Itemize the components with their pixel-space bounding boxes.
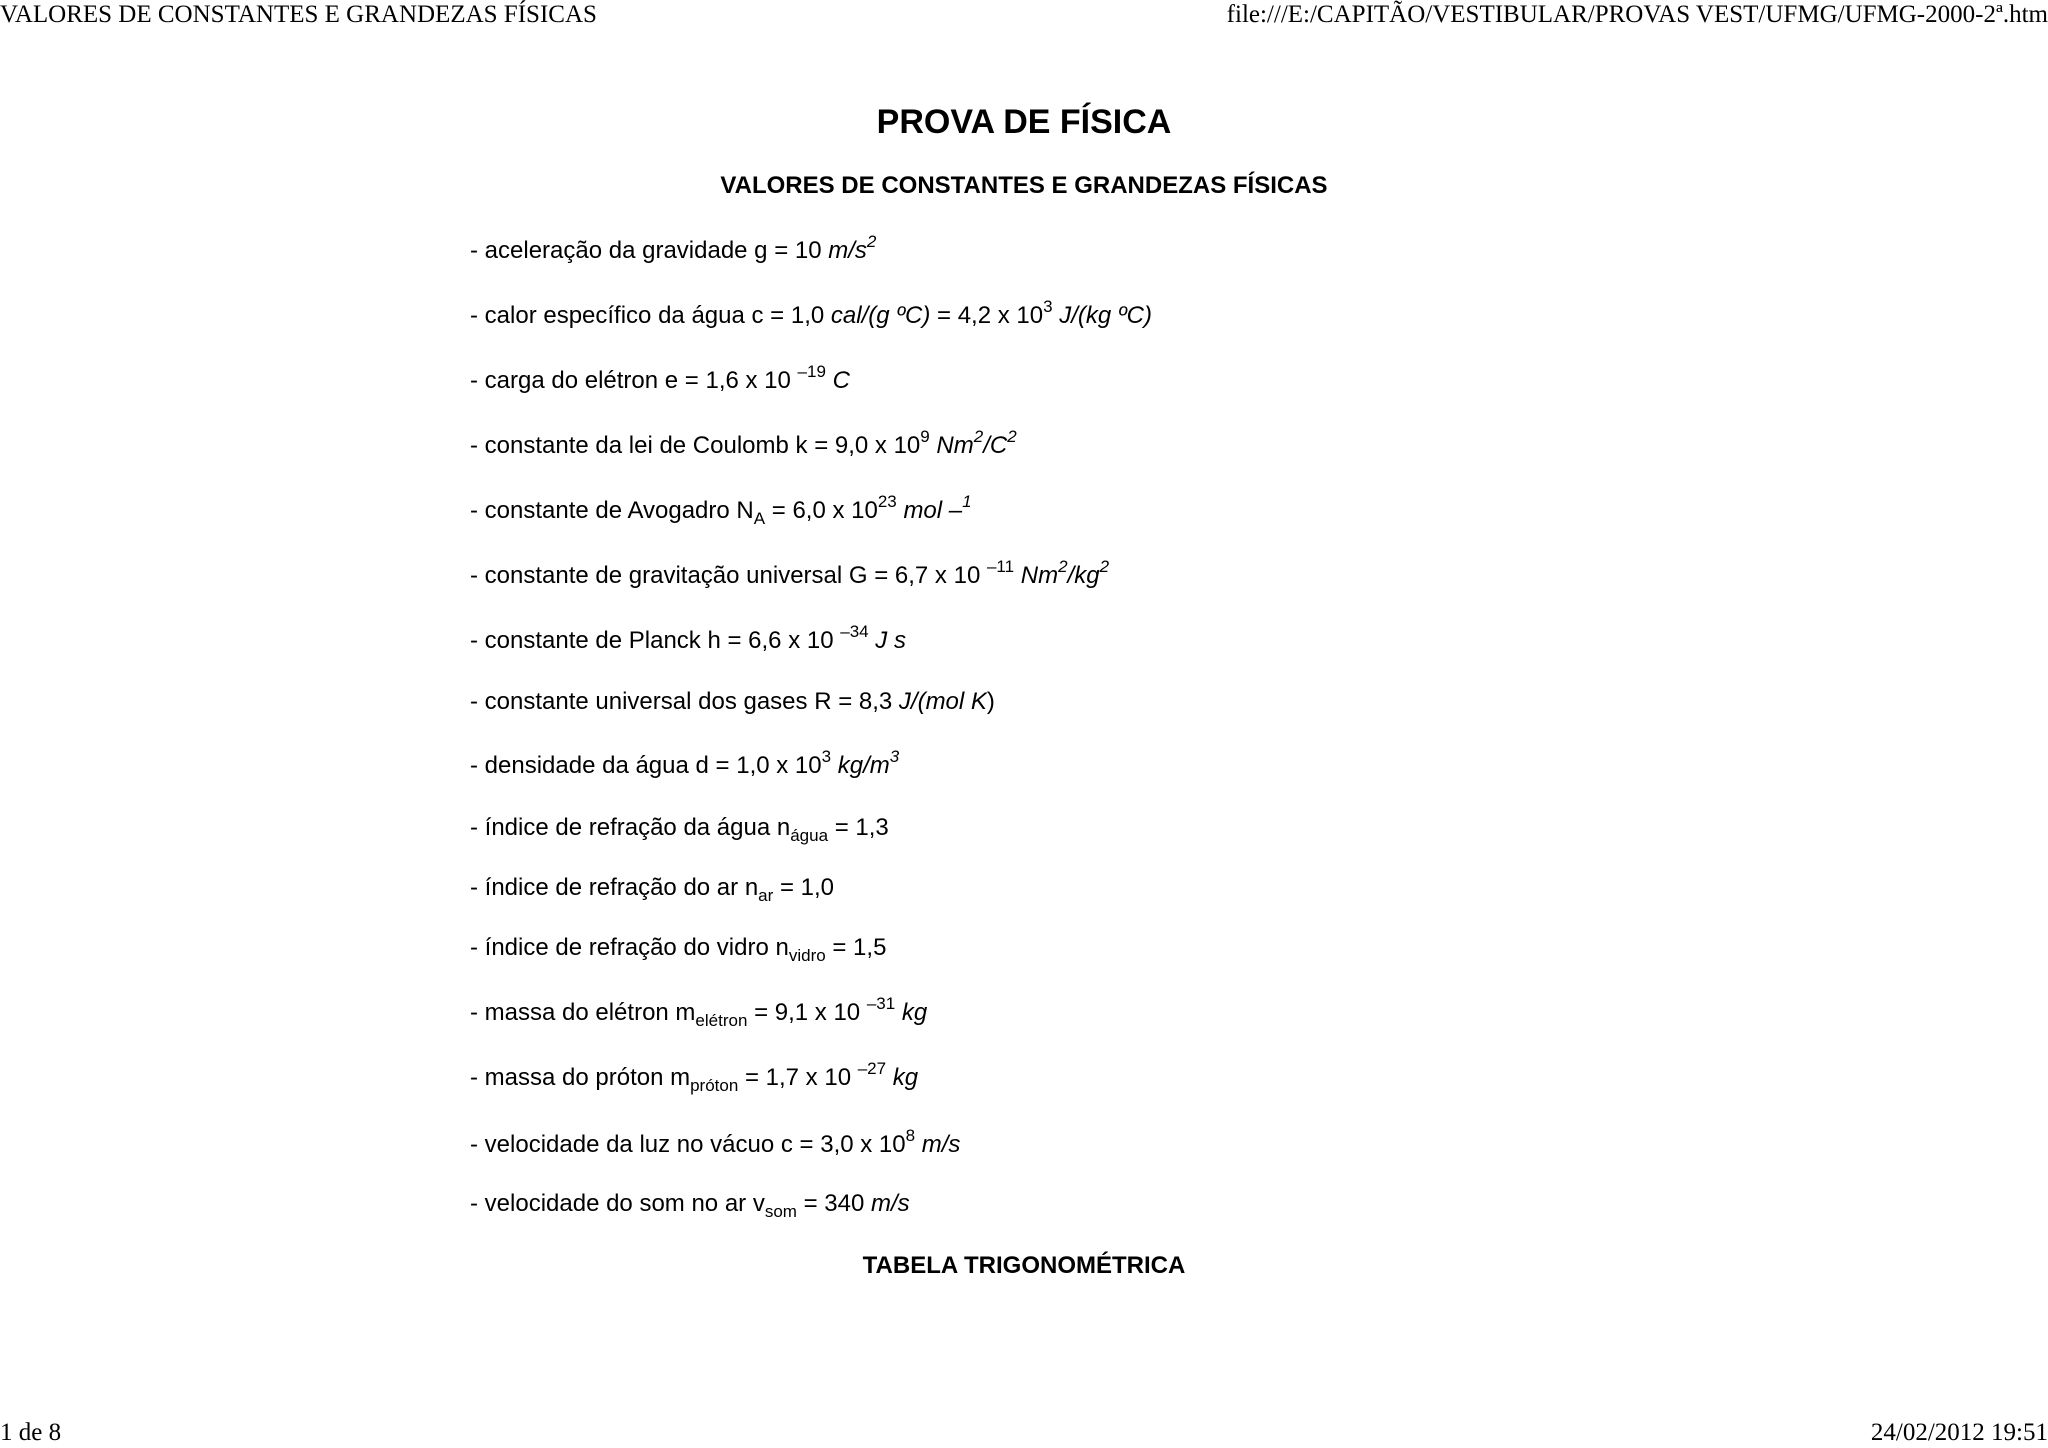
- constant-avogadro: - constante de Avogadro $N_A = 6,0$ x $10^{23}$ mol –$^1$: [470, 492, 972, 528]
- print-header-title: VALORES DE CONSTANTES E GRANDEZAS FÍSICAS: [0, 1, 597, 28]
- unit: m/s: [871, 1190, 910, 1217]
- page-title: PROVA DE FÍSICA: [876, 103, 1172, 141]
- unit: C: [832, 367, 850, 394]
- constant-gravity: - aceleração da gravidade g = 10 $m/s^2$: [470, 232, 877, 264]
- unit: $Nm^2/C^2$: [936, 427, 1017, 459]
- constant-gas: - constante universal dos gases R = 8,3 J/(mol K): [470, 688, 995, 715]
- constant-specific-heat: - calor específico da água c = 1,0 cal/(g ºC) = 4,2 x $10^3$ J/(kg ºC): [470, 297, 1152, 329]
- constant-coulomb: - constante da lei de Coulomb k = 9,0 x $10^9$ $Nm^2/C^2$: [470, 427, 1017, 459]
- constant-proton-mass: - massa do próton $m_{próton} = 1,7$ x 10 $^{-27}$ kg: [470, 1059, 919, 1095]
- constant-refraction-glass: - índice de refração do vidro $n_{vidro} = 1,5$: [470, 934, 887, 965]
- constant-water-density: - densidade da água d = 1,0 x $10^3$ $kg/m^3$: [470, 747, 900, 779]
- unit: J/(kg ºC): [1059, 302, 1152, 329]
- unit: kg: [901, 999, 928, 1026]
- constant-gravitation: - constante de gravitação universal G = 6,7 x 10 $^{-11}$ $Nm^2/kg^2$: [470, 557, 1110, 589]
- constant-electron-mass: - massa do elétron $m_{elétron} = 9,1$ x 10 $^{-31}$ kg: [470, 994, 928, 1030]
- constant-electron-charge: - carga do elétron e = 1,6 x 10 $^{-19}$ C: [470, 362, 850, 394]
- unit: $Nm^2/kg^2$: [1020, 557, 1110, 589]
- unit: J s: [875, 627, 906, 654]
- constant-light-speed: - velocidade da luz no vácuo c = 3,0 x $10^8$ m/s: [470, 1126, 961, 1158]
- unit: mol –$^1$: [903, 492, 972, 524]
- unit: cal/(g ºC): [830, 302, 931, 329]
- constant-sound-speed: - velocidade do som no ar $v_{som} = 340$ m/s: [470, 1190, 910, 1221]
- section-title-trig-table: TABELA TRIGONOMÉTRICA: [862, 1252, 1186, 1279]
- constant-refraction-water: - índice de refração da água $n_{água} = 1,3$: [470, 814, 889, 845]
- unit: $m/s^2$: [828, 232, 877, 264]
- print-timestamp: 24/02/2012 19:51: [1870, 1419, 2048, 1446]
- unit: J/(mol K: [898, 688, 987, 715]
- section-title-constants: VALORES DE CONSTANTES E GRANDEZAS FÍSICAS: [720, 172, 1328, 199]
- unit: $kg/m^3$: [837, 747, 900, 779]
- constant-planck: - constante de Planck h = 6,6 x 10 $^{-34}$ J s: [470, 622, 906, 654]
- constant-refraction-air: - índice de refração do ar $n_{ar} = 1,0$: [470, 874, 835, 905]
- unit: kg: [892, 1064, 919, 1091]
- print-header-url: file:///E:/CAPITÃO/VESTIBULAR/PROVAS VEST/UFMG/UFMG-2000-2ª.htm: [1226, 1, 2048, 28]
- page-number: 1 de 8: [0, 1419, 62, 1446]
- unit: m/s: [921, 1131, 961, 1158]
